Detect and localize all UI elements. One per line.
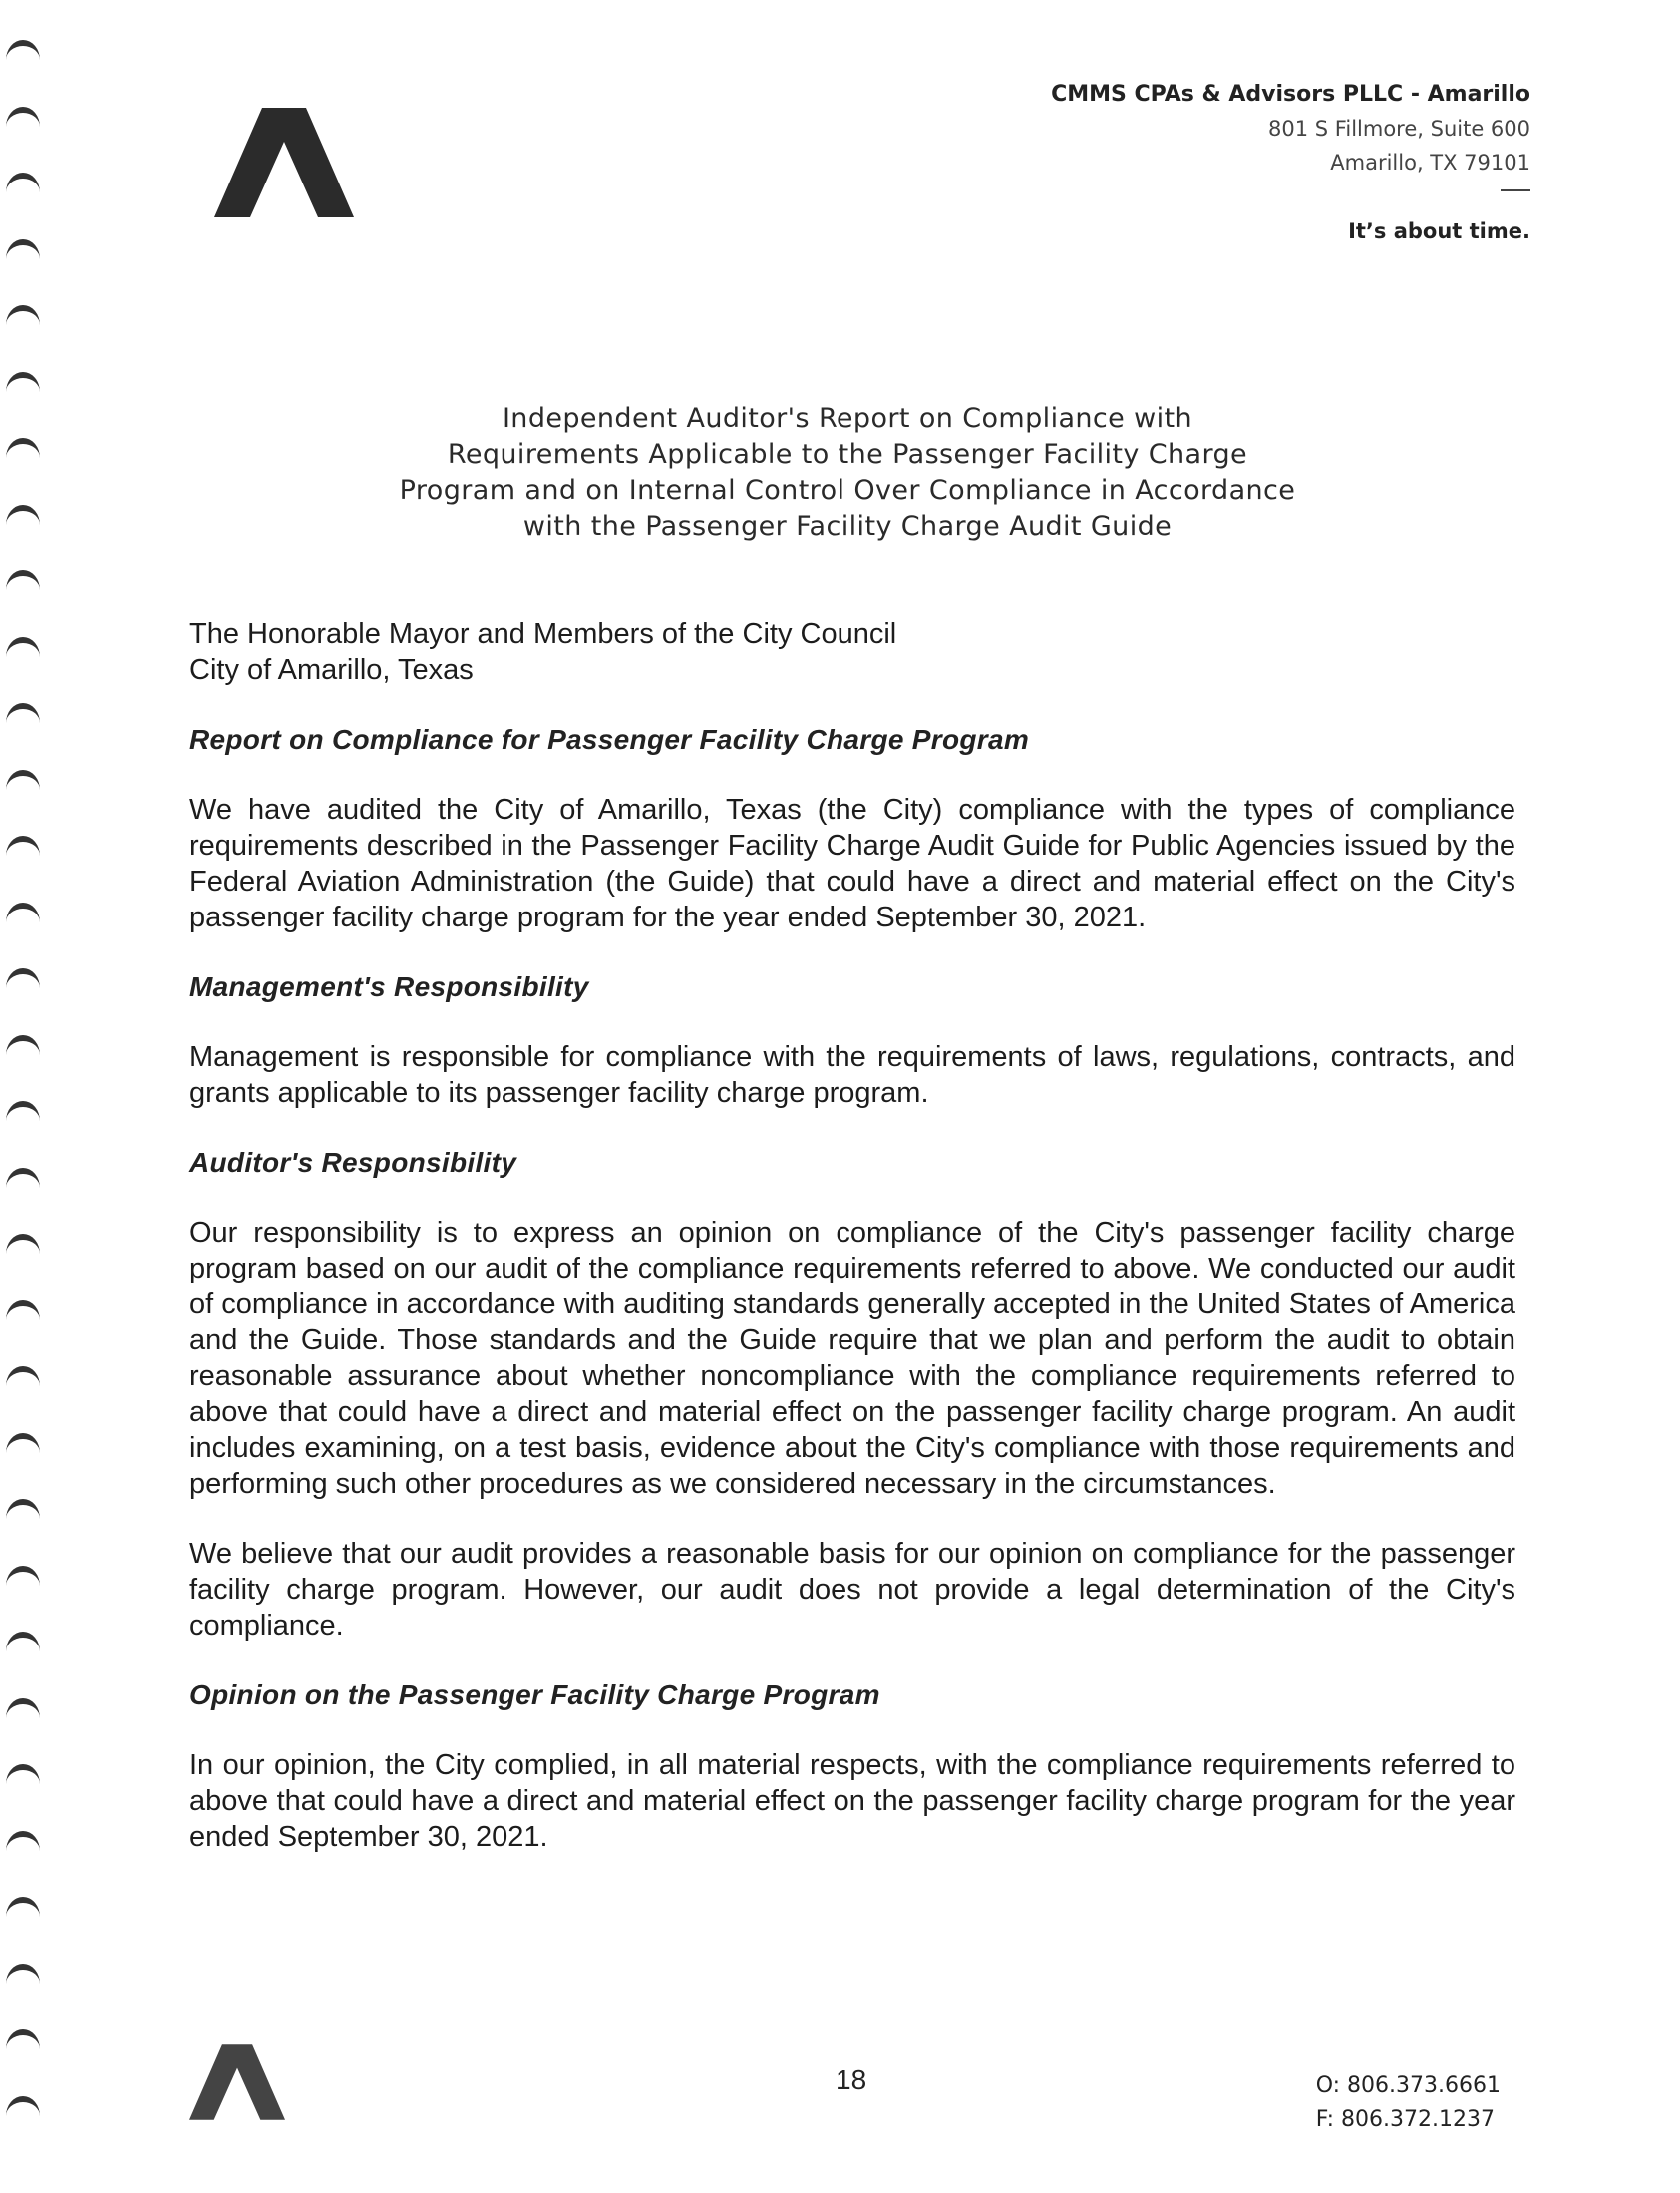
report-title — [309, 401, 1386, 545]
binding-hole — [6, 903, 40, 922]
binding-hole — [6, 1499, 40, 1519]
binding-hole — [6, 1433, 40, 1453]
section-paragraph: We believe that our audit provides a reasonable basis for our opinion on compliance for the passenger facility charge program. However, our audit does not provide a legal determination of the City's compliance. — [189, 1538, 1515, 1642]
binding-hole — [6, 2029, 40, 2049]
firm-address-line2: Amarillo, TX 79101 — [1330, 151, 1530, 175]
binding-hole — [6, 372, 40, 392]
firm-name: CMMS CPAs & Advisors PLLC - Amarillo — [1051, 82, 1530, 107]
section-paragraph: We have audited the City of Amarillo, Texas (the City) compliance with the types of compliance requirements described in the Passenger Facility Charge Audit Guide for Public Agencies issued by the Federal Aviation Administration (the Guide) that could have a direct and material effect on the City's passenger facility charge program for the year ended September 30, 2021. — [189, 794, 1515, 933]
binding-hole — [6, 1764, 40, 1784]
binding-hole — [6, 1300, 40, 1320]
report-title-line: Independent Auditor's Report on Compliance with — [502, 403, 1193, 434]
binding-hole — [6, 1101, 40, 1121]
binding-hole — [6, 107, 40, 127]
binding-hole — [6, 770, 40, 790]
report-title-line: Program and on Internal Control Over Compliance in Accordance — [399, 475, 1296, 506]
firm-address-line1: 801 S Fillmore, Suite 600 — [1268, 117, 1530, 141]
binding-hole — [6, 1035, 40, 1055]
section-heading: Management's Responsibility — [189, 971, 589, 1002]
binding-hole — [6, 1831, 40, 1851]
binding-hole — [6, 1566, 40, 1586]
page-number: 18 — [836, 2064, 867, 2095]
binding-hole — [6, 1234, 40, 1254]
binding-hole — [6, 1698, 40, 1718]
binding-hole — [6, 2096, 40, 2116]
firm-header — [1051, 78, 1530, 248]
binding-hole — [6, 1168, 40, 1188]
binding-hole — [6, 438, 40, 458]
section-heading: Opinion on the Passenger Facility Charge Program — [189, 1679, 880, 1710]
addressee-line: City of Amarillo, Texas — [189, 654, 474, 686]
section-heading: Report on Compliance for Passenger Facility Charge Program — [189, 724, 1030, 755]
binding-hole — [6, 703, 40, 723]
header-divider — [1501, 189, 1530, 191]
footer-contact — [1316, 2069, 1501, 2137]
office-phone: O: 806.373.6661 — [1315, 2073, 1501, 2098]
section-management-responsibility — [189, 969, 1515, 1111]
addressee-line: The Honorable Mayor and Members of the City Council — [189, 618, 897, 650]
firm-logo-icon — [214, 108, 354, 217]
section-auditor-responsibility — [189, 1145, 1515, 1644]
binding-hole — [6, 305, 40, 325]
binding-hole — [6, 1964, 40, 1984]
report-title-line: Requirements Applicable to the Passenger Facility Charge — [447, 439, 1248, 470]
section-heading: Auditor's Responsibility — [189, 1147, 517, 1178]
binding-hole — [6, 239, 40, 259]
binding-hole — [6, 1366, 40, 1386]
binding-hole — [6, 505, 40, 525]
binding-hole — [6, 570, 40, 590]
section-paragraph: Management is responsible for compliance with the requirements of laws, regulations, contracts, and grants applicable to its passenger facility charge program. — [189, 1041, 1515, 1109]
section-opinion — [189, 1677, 1515, 1855]
binding-hole — [6, 40, 40, 60]
binding-hole — [6, 836, 40, 856]
section-compliance-report — [189, 722, 1515, 935]
firm-tagline: It’s about time. — [1348, 219, 1530, 243]
binding-hole — [6, 1632, 40, 1651]
report-title-line: with the Passenger Facility Charge Audit Guide — [522, 511, 1173, 542]
section-paragraph: Our responsibility is to express an opinion on compliance of the City's passenger facility charge program based on our audit of the compliance requirements referred to above. We conducted our audit of compliance in accordance with auditing standards generally accepted in the United States of America and the Guide. Those standards and the Guide require that we plan and perform the audit to obtain reasonable assurance about whether noncompliance with the compliance requirements referred to above that could have a direct and material effect on the passenger facility charge program. An audit includes examining, on a test basis, evidence about the City's compliance with those requirements and performing such other procedures as we considered necessary in the circumstances. — [189, 1217, 1515, 1500]
section-paragraph: In our opinion, the City complied, in all material respects, with the compliance requirements referred to above that could have a direct and material effect on the passenger facility charge program for the year ended September 30, 2021. — [189, 1749, 1515, 1853]
addressee — [189, 616, 1515, 688]
report-body — [189, 616, 1515, 1889]
binding-hole — [6, 1897, 40, 1917]
firm-logo-icon — [189, 2044, 285, 2120]
binding-hole — [6, 637, 40, 657]
binding-hole — [6, 968, 40, 988]
fax-number: F: 806.372.1237 — [1315, 2107, 1496, 2132]
binding-holes — [6, 40, 46, 2174]
binding-hole — [6, 173, 40, 192]
